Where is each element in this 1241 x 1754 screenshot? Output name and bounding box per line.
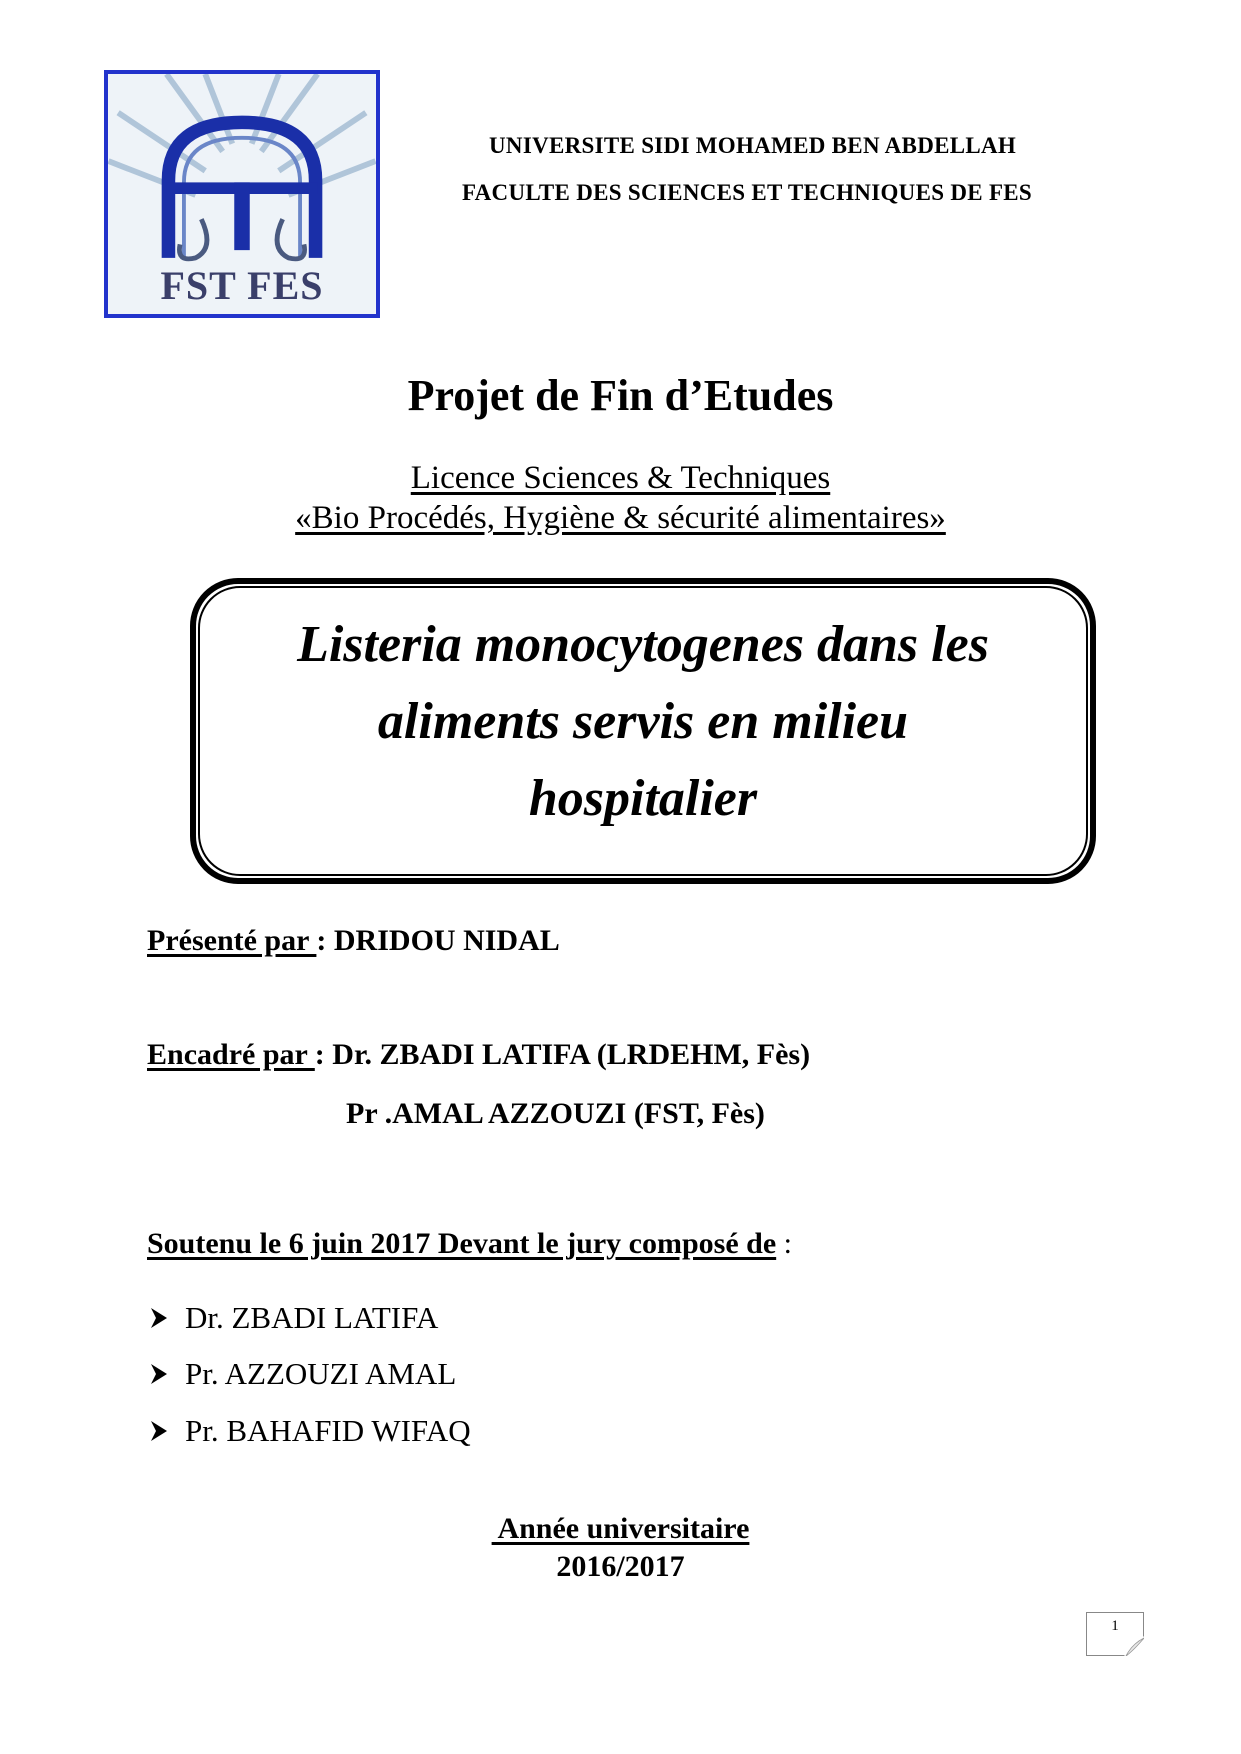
- defense-label: Soutenu le 6 juin 2017 Devant le jury composé de: [147, 1227, 777, 1260]
- jury-item: [150, 1300, 438, 1336]
- jury-item: [150, 1356, 456, 1392]
- supervisor-2: Pr .AMAL AZZOUZI (FST, Fès): [346, 1097, 765, 1130]
- presented-by-value: : DRIDOU NIDAL: [316, 924, 560, 957]
- university-name: UNIVERSITE SIDI MOHAMED BEN ABDELLAH: [489, 133, 1017, 158]
- jury-item: [150, 1413, 471, 1449]
- jury-member-1: Dr. ZBADI LATIFA: [185, 1300, 439, 1335]
- academic-year-label: Année universitaire: [491, 1512, 750, 1545]
- arrow-bullet-icon: [150, 1307, 168, 1329]
- supervised-by: [147, 1038, 810, 1072]
- thesis-title-line-3: hospitalier: [528, 770, 758, 827]
- presented-by: [147, 924, 560, 958]
- program-degree: Licence Sciences & Techniques: [410, 460, 831, 496]
- supervisor-1: : Dr. ZBADI LATIFA (LRDEHM, Fès): [314, 1038, 811, 1071]
- jury-member-3: Pr. BAHAFID WIFAQ: [185, 1413, 471, 1448]
- defense-colon: :: [776, 1227, 793, 1260]
- program-line-2: [0, 500, 1241, 537]
- supervised-by-label: Encadré par: [147, 1038, 315, 1071]
- thesis-title: [210, 606, 1076, 837]
- page-curl-icon: [1124, 1636, 1144, 1656]
- academic-year-value: 2016/2017: [556, 1550, 685, 1583]
- page-number: 1: [1111, 1618, 1119, 1634]
- faculty-name: FACULTE DES SCIENCES ET TECHNIQUES DE FES: [462, 180, 1033, 205]
- academic-year: [0, 1512, 1241, 1584]
- defense-line: [147, 1227, 792, 1261]
- fst-fes-logo: [104, 70, 380, 318]
- thesis-title-line-1: Listeria monocytogenes dans les: [297, 616, 989, 673]
- program-line-1: [0, 460, 1241, 497]
- page-title: Projet de Fin d’Etudes: [407, 371, 834, 420]
- jury-member-2: Pr. AZZOUZI AMAL: [185, 1356, 457, 1391]
- arrow-bullet-icon: [150, 1363, 168, 1385]
- logo-text: FST FES: [160, 263, 324, 308]
- arrow-bullet-icon: [150, 1420, 168, 1442]
- program-specialty: «Bio Procédés, Hygiène & sécurité alimentaires»: [295, 500, 946, 536]
- presented-by-label: Présenté par: [147, 924, 317, 957]
- thesis-title-line-2: aliments servis en milieu: [377, 693, 909, 750]
